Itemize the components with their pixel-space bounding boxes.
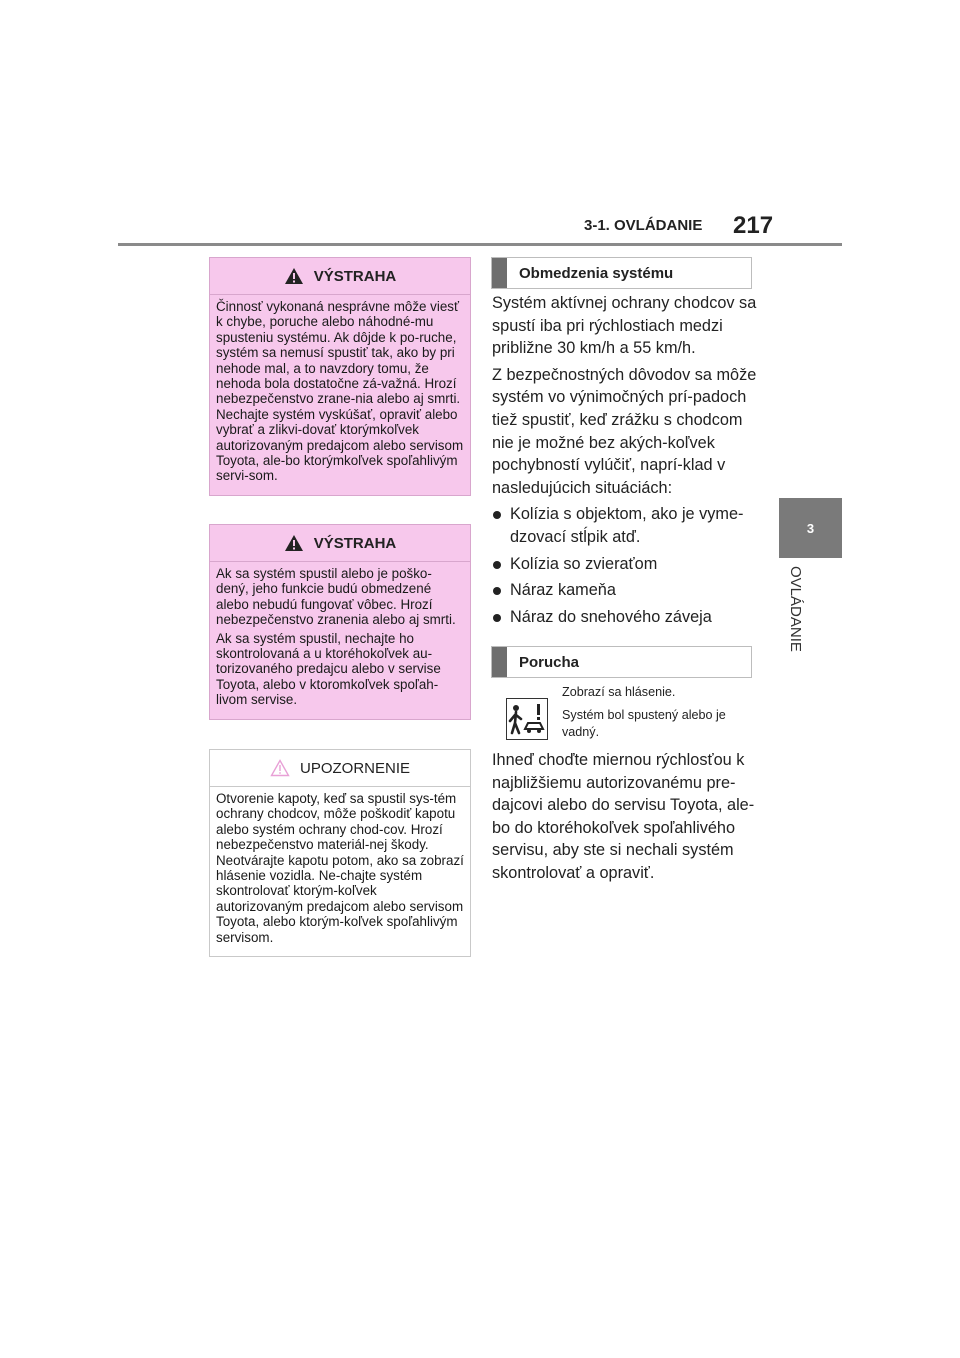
situation-list (492, 503, 757, 628)
message-line: Zobrazí sa hlásenie. (562, 685, 676, 699)
notice-body (210, 787, 470, 956)
list-item-text: Náraz kameňa (510, 581, 616, 600)
list-item (492, 579, 757, 602)
message-text (562, 684, 752, 747)
warning-triangle-icon (284, 534, 304, 552)
warning-header (210, 525, 470, 562)
page-number: 217 (733, 212, 774, 239)
pedestrian-system-warning-icon (506, 698, 548, 740)
limits-text (492, 292, 757, 632)
message-line: Systém bol spustený alebo je vadný. (562, 708, 726, 739)
chapter-side-label (783, 566, 807, 656)
notice-box (209, 749, 471, 957)
notice-text: Otvorenie kapoty, keď sa spustil sys-tém ochrany chodcov, môže poškodiť kapotu alebo systém ochrany chod-cov. Hrozí nebezpečenstvo materiál-nej škody. Neotvárajte kapotu potom, ako sa zobrazí hlásenie vozidla. Ne-chajte systém skontrolovať ktorým-koľvek autorizovaným predajcom alebo servisom Toyota, alebo ktorým-koľvek spoľahlivým servisom. (216, 791, 464, 945)
warning-box-2 (209, 524, 471, 720)
list-item (492, 553, 757, 576)
caution-triangle-icon (270, 759, 290, 777)
list-item-text: Kolízia so zvieraťom (510, 554, 658, 573)
list-item-text: Náraz do snehového záveja (510, 607, 712, 626)
notice-header (210, 750, 470, 787)
section-bar (492, 258, 507, 288)
warning-body (210, 295, 470, 495)
chapter-label: OVLÁDANIE (787, 566, 804, 652)
warning-triangle-icon (284, 267, 304, 285)
paragraph: Z bezpečnostných dôvodov sa môže systém vo výnimočných prí-padoch tiež spustiť, keď zrážku s chodcom nie je možné bez akých-koľvek pochybností vylúčiť, naprí-klad v nasledujúcich situáciách: (492, 365, 757, 497)
warning-text: Ak sa systém spustil alebo je poško-dený, jeho funkcie budú obmedzené alebo nebudú fungovať vôbec. Hrozí nebezpečenstvo zranenia alebo aj smrti. (216, 566, 456, 628)
list-item (492, 606, 757, 629)
section-header-limits (491, 257, 752, 289)
warning-header (210, 258, 470, 295)
warning-text: Ak sa systém spustil, nechajte ho skontrolovaná a u ktoréhokoľvek au-torizovaného predajcu alebo v servise Toyota, alebo v ktoromkoľvek spoľah-livom servise. (216, 630, 441, 708)
list-item (492, 503, 757, 548)
fault-text (492, 749, 757, 889)
paragraph: Systém aktívnej ochrany chodcov sa spustí iba pri rýchlostiach medzi približne 30 km/h a 55 km/h. (492, 294, 757, 358)
section-title: 3-1. OVLÁDANIE (584, 217, 703, 234)
warning-body (210, 562, 470, 719)
chapter-number: 3 (806, 520, 815, 536)
list-item-text: Kolízia s objektom, ako je vyme-dzovací stĺpik atď. (510, 505, 744, 546)
paragraph: Ihneď choďte miernou rýchlosťou k najbližšiemu autorizovanému pre-dajcovi alebo do servisu Toyota, ale-bo do ktoréhokoľvek spoľahlivého servisu, aby ste si nechali systém skontrolovať a opraviť. (492, 751, 755, 882)
section-bar (492, 647, 507, 677)
warning-box-1 (209, 257, 471, 496)
warning-title: VÝSTRAHA (313, 534, 397, 552)
section-title-fault: Porucha (519, 653, 580, 671)
header-divider (118, 243, 842, 246)
notice-title: UPOZORNENIE (299, 759, 410, 777)
warning-title: VÝSTRAHA (313, 267, 397, 285)
warning-text: Činnosť vykonaná nesprávne môže viesť k chybe, poruche alebo náhodné-mu spusteniu systému. Ak dôjde k po-ruche, systém sa nemusí spustiť tak, ako by pri nehode mal, a to navzdory tomu, že nehoda bola dostatočne zá-važná. Hrozí nebezpečenstvo zrane-nia alebo aj smrti. Nechajte systém vyskúšať, opraviť alebo vybrať a zlikvi-dovať ktorýmkoľvek autorizovaným predajcom alebo servisom Toyota, ale-bo ktorýmkoľvek spoľahlivým servi-som. (216, 299, 464, 484)
section-header-fault (491, 646, 752, 678)
section-title-limits: Obmedzenia systému (519, 264, 674, 282)
chapter-tab (779, 498, 842, 558)
